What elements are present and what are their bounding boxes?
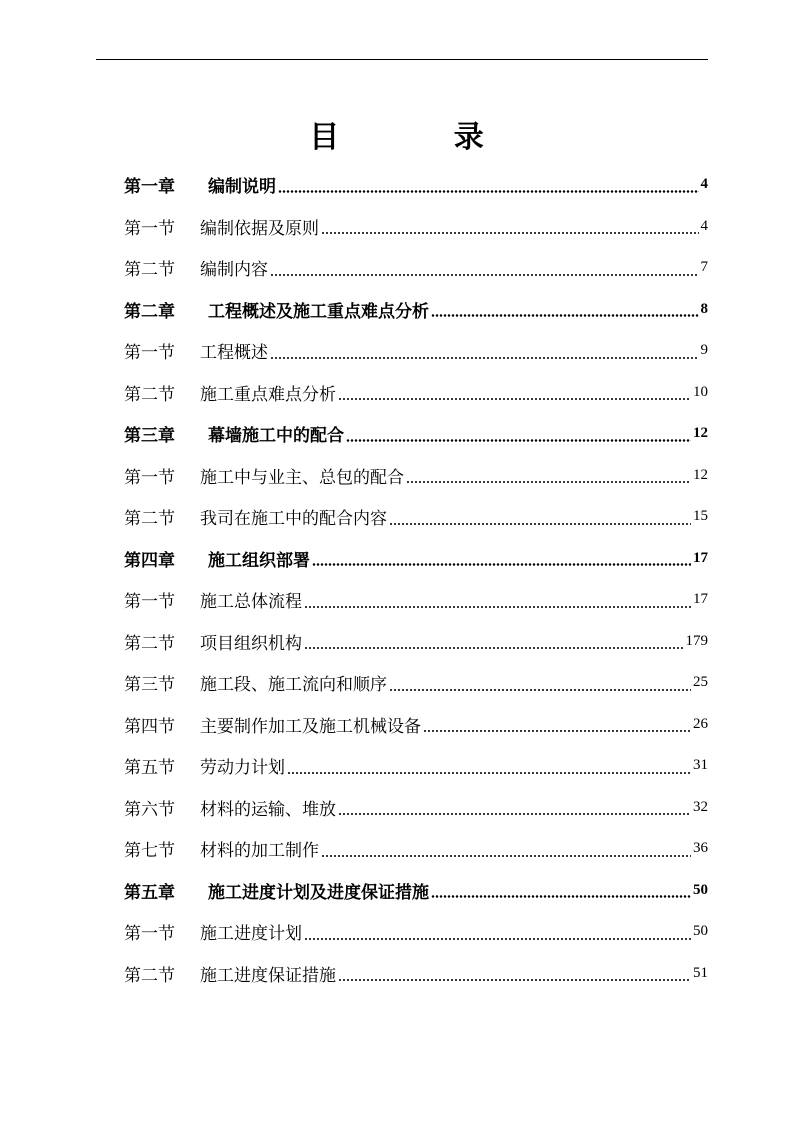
dot-leader bbox=[287, 772, 691, 774]
dot-leader bbox=[389, 689, 691, 691]
toc-entry-page: 31 bbox=[693, 757, 708, 774]
toc-entry-section[interactable] bbox=[124, 704, 708, 746]
toc-entry-page: 25 bbox=[693, 674, 708, 691]
toc-entry-section[interactable] bbox=[124, 621, 708, 663]
dot-leader bbox=[423, 730, 691, 732]
toc-entry-section[interactable] bbox=[124, 745, 708, 787]
toc-entry-section[interactable] bbox=[124, 247, 708, 289]
toc-entry-page: 4 bbox=[700, 176, 708, 193]
toc-entry-section[interactable] bbox=[124, 911, 708, 953]
toc-entry-section[interactable] bbox=[124, 372, 708, 414]
dot-leader bbox=[321, 232, 699, 234]
toc-entry-page: 50 bbox=[693, 881, 708, 898]
toc-entry-number: 第五章 bbox=[124, 882, 175, 903]
toc-entry-number: 第六节 bbox=[124, 799, 175, 820]
toc-entry-number: 第四节 bbox=[124, 716, 175, 737]
toc-entry-section[interactable] bbox=[124, 828, 708, 870]
toc-entry-section[interactable] bbox=[124, 455, 708, 497]
toc-entry-number: 第二节 bbox=[124, 260, 175, 281]
toc-entry-page: 17 bbox=[693, 591, 708, 608]
toc-entry-chapter[interactable] bbox=[124, 870, 708, 912]
toc-entry-number: 第二章 bbox=[124, 301, 175, 322]
toc-entry-text: 劳动力计划 bbox=[200, 758, 285, 779]
toc-entry-chapter[interactable] bbox=[124, 413, 708, 455]
toc-entry-text: 施工组织部署 bbox=[208, 550, 310, 571]
toc-entry-text: 材料的加工制作 bbox=[200, 841, 319, 862]
toc-entry-text: 施工进度计划 bbox=[200, 924, 302, 945]
dot-leader bbox=[389, 523, 691, 525]
toc-entry-text: 幕墙施工中的配合 bbox=[208, 426, 344, 447]
toc-entry-page: 9 bbox=[700, 342, 708, 359]
dot-leader bbox=[270, 274, 699, 276]
toc-entry-chapter[interactable] bbox=[124, 289, 708, 331]
toc-entry-number: 第五节 bbox=[124, 758, 175, 779]
toc-entry-text: 工程概述及施工重点难点分析 bbox=[208, 301, 429, 322]
toc-entry-page: 8 bbox=[700, 300, 708, 317]
toc-entry-number: 第一节 bbox=[124, 924, 175, 945]
toc-entry-text: 编制内容 bbox=[200, 260, 268, 281]
toc-entry-text: 编制说明 bbox=[208, 177, 276, 198]
toc-entry-text: 施工进度计划及进度保证措施 bbox=[208, 882, 429, 903]
dot-leader bbox=[304, 606, 691, 608]
toc-entry-page: 51 bbox=[693, 964, 708, 981]
toc-entry-number: 第七节 bbox=[124, 841, 175, 862]
dot-leader bbox=[338, 813, 691, 815]
toc-entry-number: 第二节 bbox=[124, 384, 175, 405]
table-of-contents bbox=[124, 164, 708, 994]
toc-entry-page: 17 bbox=[693, 549, 708, 566]
toc-entry-chapter[interactable] bbox=[124, 164, 708, 206]
toc-entry-number: 第一节 bbox=[124, 467, 175, 488]
toc-entry-number: 第四章 bbox=[124, 550, 175, 571]
toc-entry-number: 第一节 bbox=[124, 343, 175, 364]
toc-entry-number: 第三节 bbox=[124, 675, 175, 696]
toc-entry-section[interactable] bbox=[124, 579, 708, 621]
dot-leader bbox=[312, 563, 691, 566]
toc-entry-text: 工程概述 bbox=[200, 343, 268, 364]
dot-leader bbox=[431, 314, 699, 317]
toc-entry-page: 15 bbox=[693, 508, 708, 525]
header-rule bbox=[96, 59, 708, 60]
toc-entry-page: 50 bbox=[693, 923, 708, 940]
dot-leader bbox=[338, 398, 691, 400]
toc-entry-text: 施工重点难点分析 bbox=[200, 384, 336, 405]
toc-entry-section[interactable] bbox=[124, 787, 708, 829]
toc-entry-section[interactable] bbox=[124, 206, 708, 248]
toc-entry-number: 第一节 bbox=[124, 218, 175, 239]
toc-entry-page: 12 bbox=[693, 425, 708, 442]
toc-entry-page: 4 bbox=[700, 217, 708, 234]
toc-entry-page: 7 bbox=[700, 259, 708, 276]
toc-entry-text: 材料的运输、堆放 bbox=[200, 799, 336, 820]
dot-leader bbox=[278, 190, 699, 193]
toc-entry-page: 32 bbox=[693, 798, 708, 815]
toc-entry-section[interactable] bbox=[124, 330, 708, 372]
toc-entry-text: 主要制作加工及施工机械设备 bbox=[200, 716, 421, 737]
dot-leader bbox=[338, 979, 691, 981]
dot-leader bbox=[346, 439, 691, 442]
toc-entry-text: 施工总体流程 bbox=[200, 592, 302, 613]
toc-entry-section[interactable] bbox=[124, 662, 708, 704]
dot-leader bbox=[304, 647, 684, 649]
dot-leader bbox=[321, 855, 691, 857]
toc-entry-chapter[interactable] bbox=[124, 538, 708, 580]
toc-entry-page: 26 bbox=[693, 715, 708, 732]
dot-leader bbox=[270, 357, 699, 359]
toc-entry-section[interactable] bbox=[124, 953, 708, 995]
toc-entry-page: 36 bbox=[693, 840, 708, 857]
toc-entry-page: 12 bbox=[693, 466, 708, 483]
toc-entry-page: 179 bbox=[685, 632, 708, 649]
toc-entry-text: 施工中与业主、总包的配合 bbox=[200, 467, 404, 488]
toc-entry-text: 我司在施工中的配合内容 bbox=[200, 509, 387, 530]
dot-leader bbox=[304, 938, 691, 940]
toc-entry-page: 10 bbox=[693, 383, 708, 400]
toc-entry-text: 编制依据及原则 bbox=[200, 218, 319, 239]
toc-entry-text: 项目组织机构 bbox=[200, 633, 302, 654]
dot-leader bbox=[406, 481, 691, 483]
toc-entry-number: 第一章 bbox=[124, 177, 175, 198]
toc-entry-number: 第二节 bbox=[124, 633, 175, 654]
toc-entry-text: 施工进度保证措施 bbox=[200, 965, 336, 986]
toc-entry-section[interactable] bbox=[124, 496, 708, 538]
toc-entry-text: 施工段、施工流向和顺序 bbox=[200, 675, 387, 696]
toc-entry-number: 第三章 bbox=[124, 426, 175, 447]
toc-entry-number: 第二节 bbox=[124, 965, 175, 986]
page-title: 目 录 bbox=[309, 120, 536, 155]
toc-entry-number: 第一节 bbox=[124, 592, 175, 613]
toc-entry-number: 第二节 bbox=[124, 509, 175, 530]
dot-leader bbox=[431, 895, 691, 898]
